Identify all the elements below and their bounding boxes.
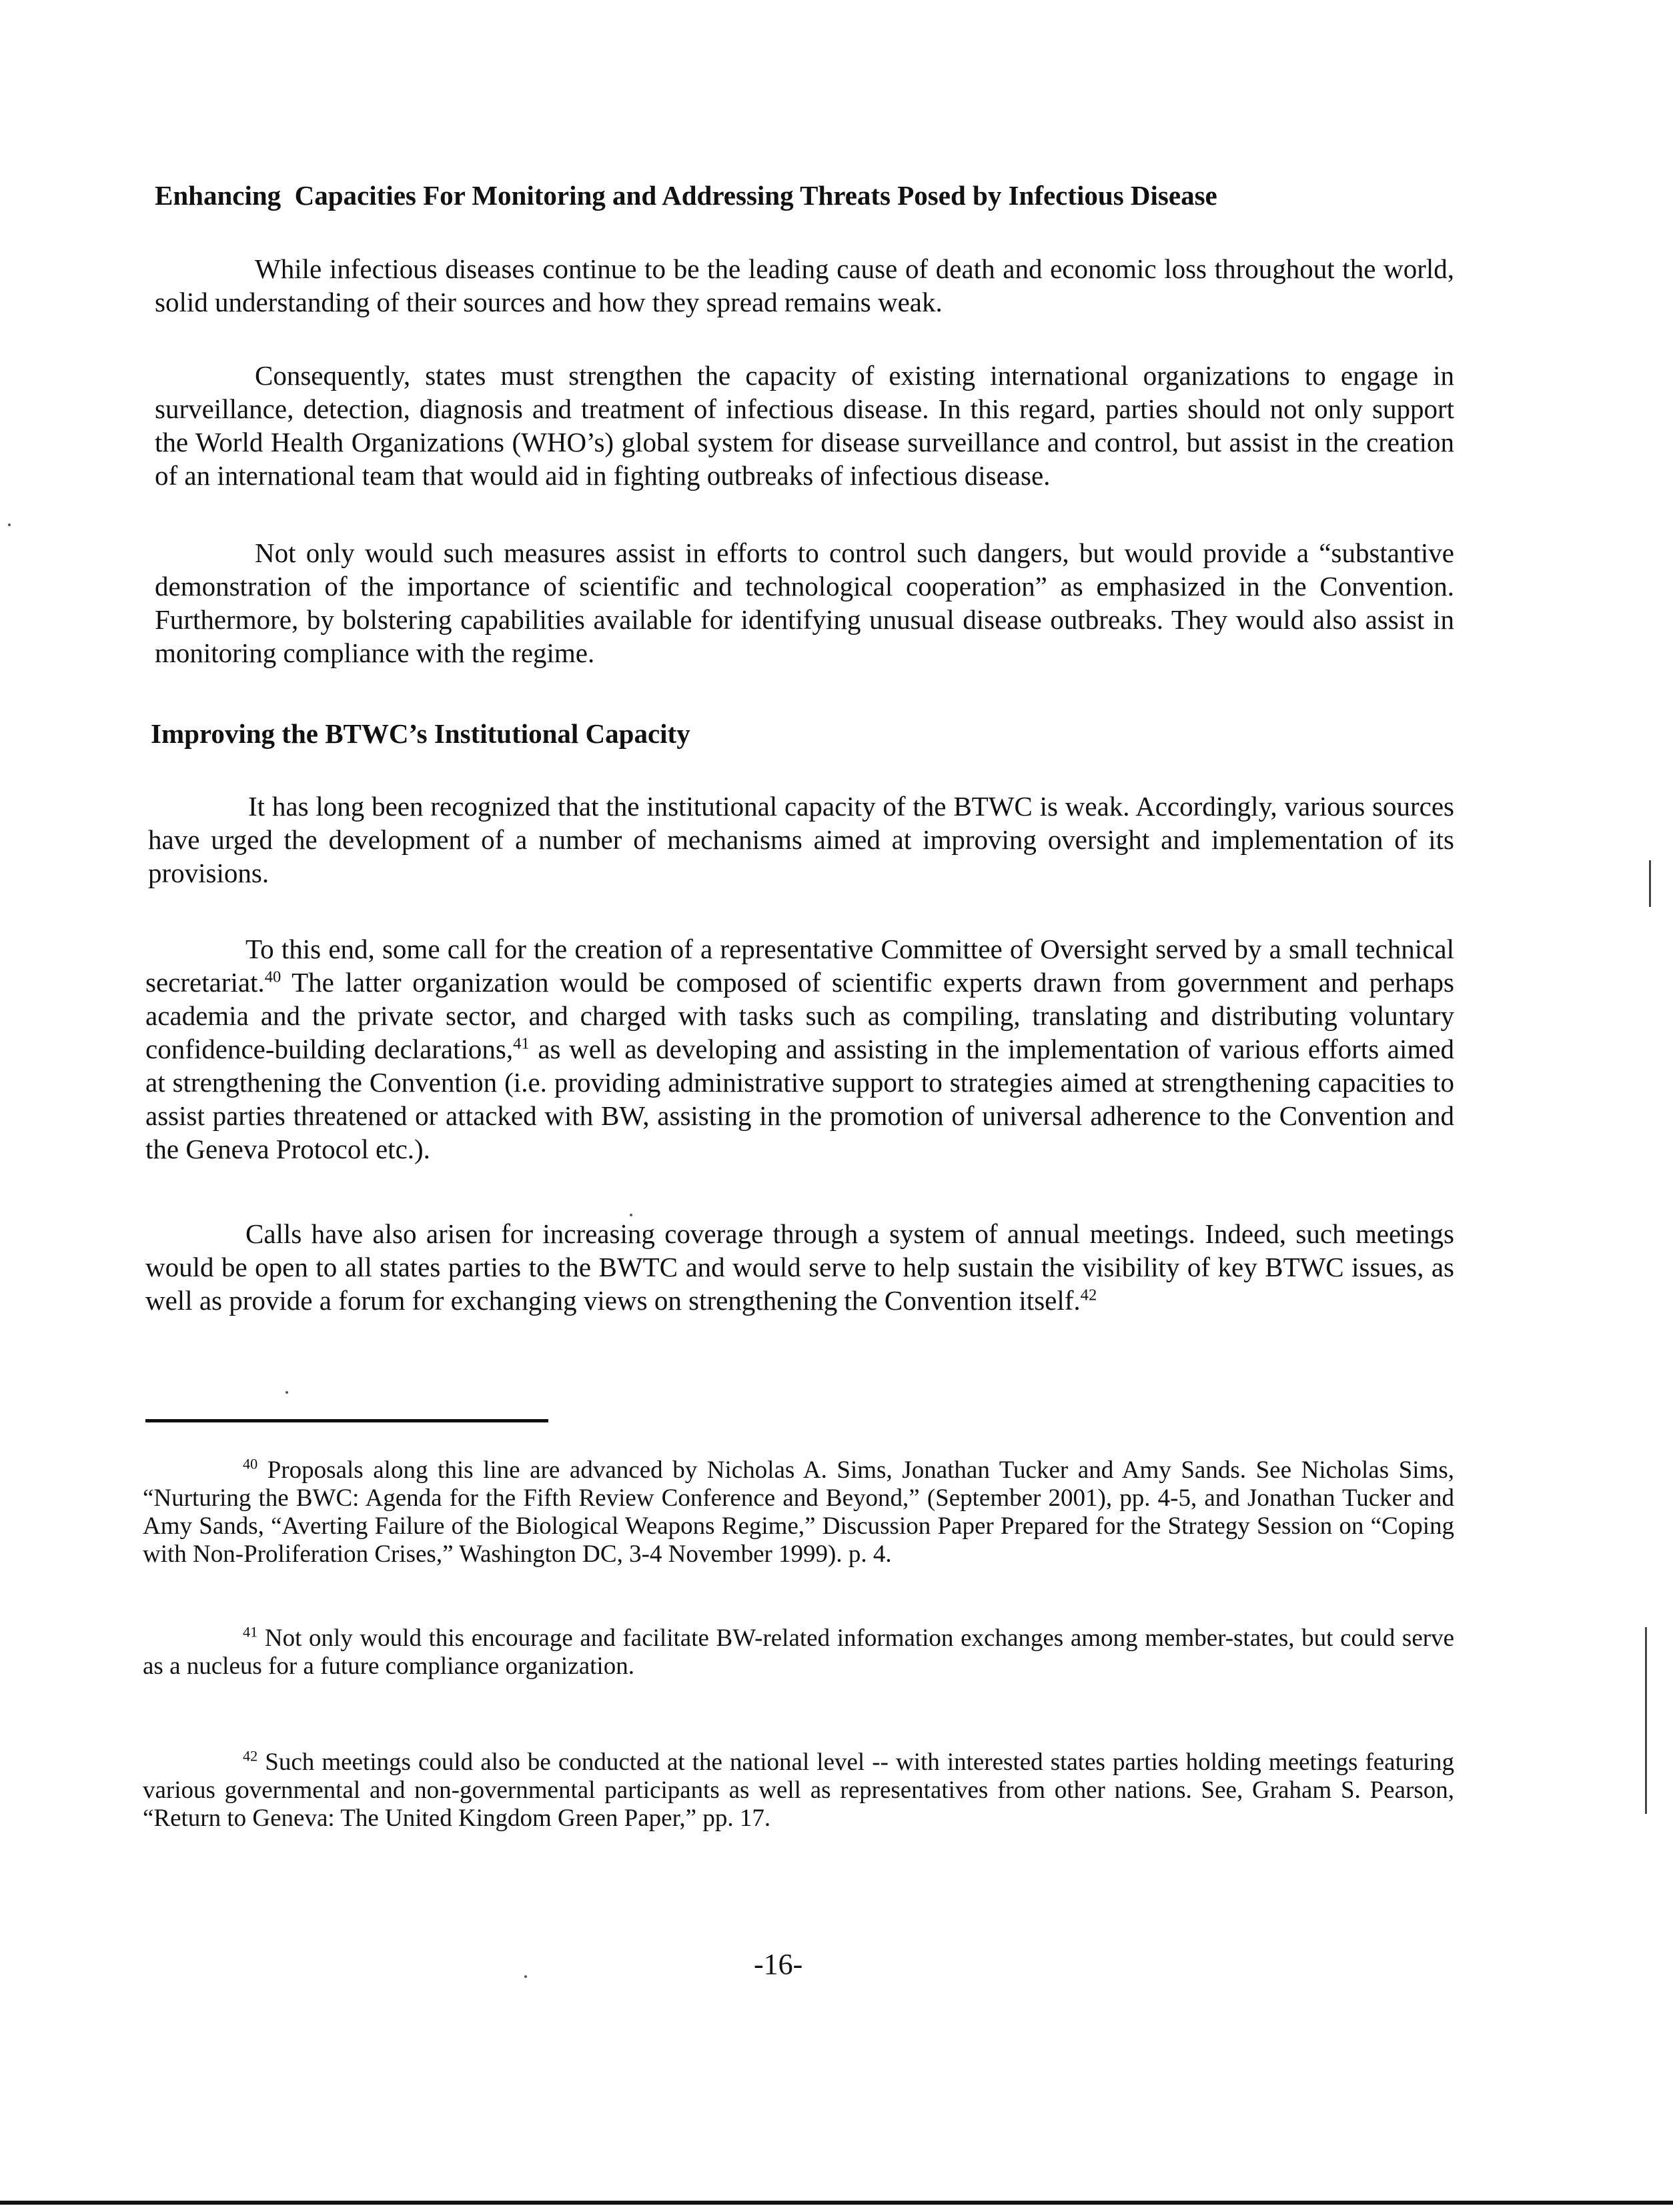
footnote-number-42: 42 — [243, 1747, 258, 1765]
footnote-ref-40: 40 — [264, 968, 282, 986]
section-heading-institutional-capacity: Improving the BTWC’s Institutional Capacity — [151, 718, 690, 749]
scan-bottom-edge — [0, 2201, 1673, 2205]
footnote-number-40: 40 — [243, 1455, 258, 1472]
paragraph-substantive-demonstration: Not only would such measures assist in efforts to control such dangers, but would provide a “substantive demonstration of the importance of scientific and technological cooperation” as emphasized in the Convention. Furthermore, by bolstering capabilities available for identifying unusual disease outbreaks. They would also assist in monitoring compliance with the regime. — [155, 537, 1454, 668]
paragraph-committee-of-oversight — [145, 932, 1454, 1166]
footnote-40 — [143, 1456, 1454, 1568]
scan-margin-mark — [1649, 860, 1651, 907]
footnote-42 — [143, 1749, 1454, 1833]
scan-speck — [8, 523, 11, 526]
paragraph-infectious-disease-intro: While infectious diseases continue to be the leading cause of death and economic loss throughout the world, solid understanding of their sources and how they spread remains weak. — [155, 253, 1454, 317]
meetings-text: Calls have also arisen for increasing coverage through a system of annual meetings. Indeed, such meetings would be open to all states parties to the BWTC and would serve to help sustain the visibility of key BTWC issues, as well as provide a forum for exchanging views on strengthening the Convention itself. — [145, 1218, 1454, 1316]
footnote-ref-42: 42 — [1080, 1286, 1097, 1304]
scan-margin-mark — [1645, 1627, 1647, 1814]
scan-speck — [286, 1391, 288, 1394]
paragraph-institutional-weak: It has long been recognized that the institutional capacity of the BTWC is weak. Accordingly, various sources have urged the development of a number of mechanisms aimed at improving oversight and implementation of its provisions. — [148, 791, 1454, 888]
oversight-text-part-3: as well as developing and assisting in the implementation of various efforts aimed at strengthening the Convention (i.e. providing administrative support to strategies aimed at strengthening capacities to assist parties threatened or attacked with BW, assisting in the promotion of universal adherence to the Convention and the Geneva Protocol etc.). — [145, 1034, 1454, 1164]
footnote-text-40: Proposals along this line are advanced by Nicholas A. Sims, Jonathan Tucker and Amy Sands. See Nicholas Sims, “Nurturing the BWC: Agenda for the Fifth Review Conference and Beyond,” (September 2001), pp. 4-5, and Jonathan Tucker and Amy Sands, “Averting Failure of the Biological Weapons Regime,” Discussion Paper Prepared for the Strategy Session on “Coping with Non-Proliferation Crises,” Washington DC, 3-4 November 1999). p. 4. — [143, 1456, 1454, 1568]
oversight-text-part-1: To this end, some call for the creation of a representative Committee of Oversight served by a small technical secretariat. — [145, 934, 1454, 998]
page-number: -16- — [754, 1948, 803, 1981]
footnote-text-42: Such meetings could also be conducted at the national level -- with interested states parties holding meetings featuring various governmental and non-governmental participants as well as representatives from other nations. See, Graham S. Pearson, “Return to Geneva: The United Kingdom Green Paper,” pp. 17. — [143, 1749, 1454, 1832]
footnote-number-41: 41 — [243, 1623, 258, 1640]
paragraph-annual-meetings — [145, 1217, 1454, 1317]
footnote-41 — [143, 1624, 1454, 1681]
scan-speck — [524, 1975, 527, 1978]
footnote-separator — [145, 1419, 548, 1422]
paragraph-strengthen-capacity: Consequently, states must strengthen the capacity of existing international organizations to engage in surveillance, detection, diagnosis and treatment of infectious disease. In this regard, parties should not only support the World Health Organizations (WHO’s) global system for disease surveillance and control, but assist in the creation of an international team that would aid in fighting outbreaks of infectious disease. — [155, 360, 1454, 491]
scan-speck — [630, 1214, 632, 1216]
footnote-ref-41: 41 — [513, 1034, 530, 1053]
oversight-text-part-2: The latter organization would be composed of scientific experts drawn from government and perhaps academia and the private sector, and charged with tasks such as compiling, translating and distributing voluntary confidence-building declarations, — [145, 967, 1454, 1064]
footnote-text-41: Not only would this encourage and facilitate BW-related information exchanges among member-states, but could serve as a nucleus for a future compliance organization. — [143, 1624, 1454, 1680]
section-heading-infectious-disease: Enhancing Capacities For Monitoring and Addressing Threats Posed by Infectious Disease — [155, 180, 1217, 211]
